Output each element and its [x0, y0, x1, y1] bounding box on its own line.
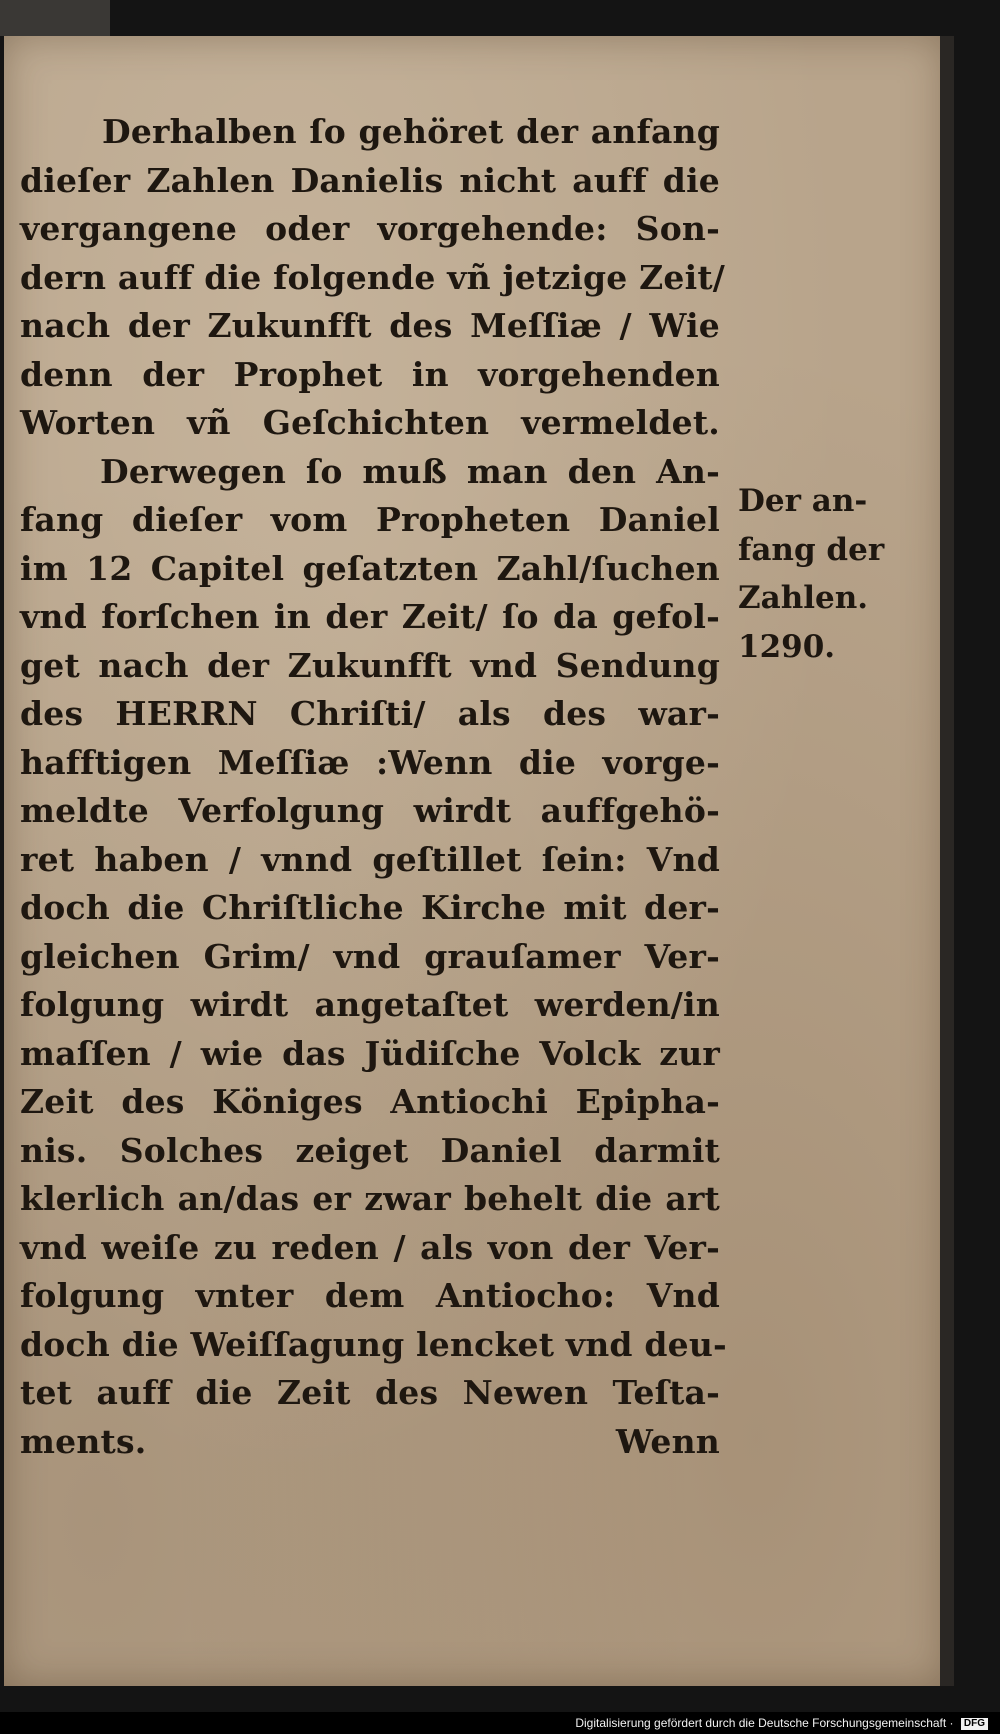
margin-note-line: fang der: [738, 531, 885, 568]
body-line: vnd forſchen in der Zeit/ ſo da gefol-: [20, 597, 720, 636]
body-line: maſſen / wie das Jüdiſche Volck zur: [20, 1033, 720, 1073]
body-line: nis. Solches zeiget Daniel darmit: [20, 1130, 720, 1170]
body-line: des HERRN Chriſti/ als des war-: [20, 694, 720, 733]
body-line: doch die Chriſtliche Kirche mit der-: [20, 888, 720, 927]
body-line: folgung wirdt angetaſtet werden/in: [20, 985, 720, 1024]
page-edge-right: [940, 36, 954, 1686]
body-line-last: [20, 1418, 720, 1467]
body-line: get nach der Zukunfft vnd Sendung: [20, 645, 720, 685]
body-line: Worten vñ Geſchichten vermeldet.: [20, 403, 720, 442]
body-line: gleichen Grim/ vnd grauſamer Ver-: [20, 936, 720, 976]
footer-credit: [575, 1716, 988, 1730]
body-line: ret haben / vnnd geſtillet ſein: Vnd: [20, 839, 720, 879]
dfg-logo: DFG: [961, 1718, 988, 1730]
margin-note-line: 1290.: [738, 628, 836, 665]
body-line: vnd weiſe zu reden / als von der Ver-: [20, 1227, 720, 1267]
body-line: doch die Weiſſagung lencket vnd deu-: [20, 1324, 727, 1364]
body-text: [20, 108, 727, 1466]
body-line: hafftigen Meſſiæ :Wenn die vorge-: [20, 742, 720, 782]
body-line: klerlich an/das er zwar behelt die art: [20, 1179, 720, 1218]
body-line: dieſer Zahlen Danielis nicht auff die: [20, 160, 720, 200]
body-line: im 12 Capitel geſatzten Zahl/ſuchen: [20, 548, 720, 588]
margin-note-line: Zahlen.: [738, 580, 869, 616]
body-line: Derhalben ſo gehöret der anfang: [102, 112, 720, 151]
footer-credit-text: Digitalisierung gefördert durch die Deutsche Forschungsgemeinschaft ·: [575, 1716, 954, 1730]
body-line: folgung vnter dem Antiocho: Vnd: [20, 1276, 720, 1315]
body-line: nach der Zukunfft des Meſſiæ / Wie: [20, 306, 720, 345]
margin-note: [738, 477, 898, 671]
body-line: Zeit des Königes Antiochi Epipha-: [20, 1082, 720, 1121]
body-line: tet auff die Zeit des Newen Teſta-: [20, 1373, 720, 1412]
body-line: denn der Prophet in vorgehenden: [20, 354, 720, 394]
catchword: Wenn: [615, 1421, 720, 1461]
body-line: vergangene oder vorgehende: Son-: [20, 209, 720, 248]
body-line: fang dieſer vom Propheten Daniel: [20, 500, 720, 539]
body-line-final-word: ments.: [20, 1421, 147, 1461]
page-edge-top: [0, 0, 110, 36]
body-line: dern auff die folgende vñ jetzige Zeit/: [20, 257, 726, 297]
body-line: meldte Verfolgung wirdt auffgehö-: [20, 791, 720, 830]
margin-note-line: Der an-: [738, 483, 868, 519]
body-line: Derwegen ſo muß man den An-: [100, 451, 720, 491]
